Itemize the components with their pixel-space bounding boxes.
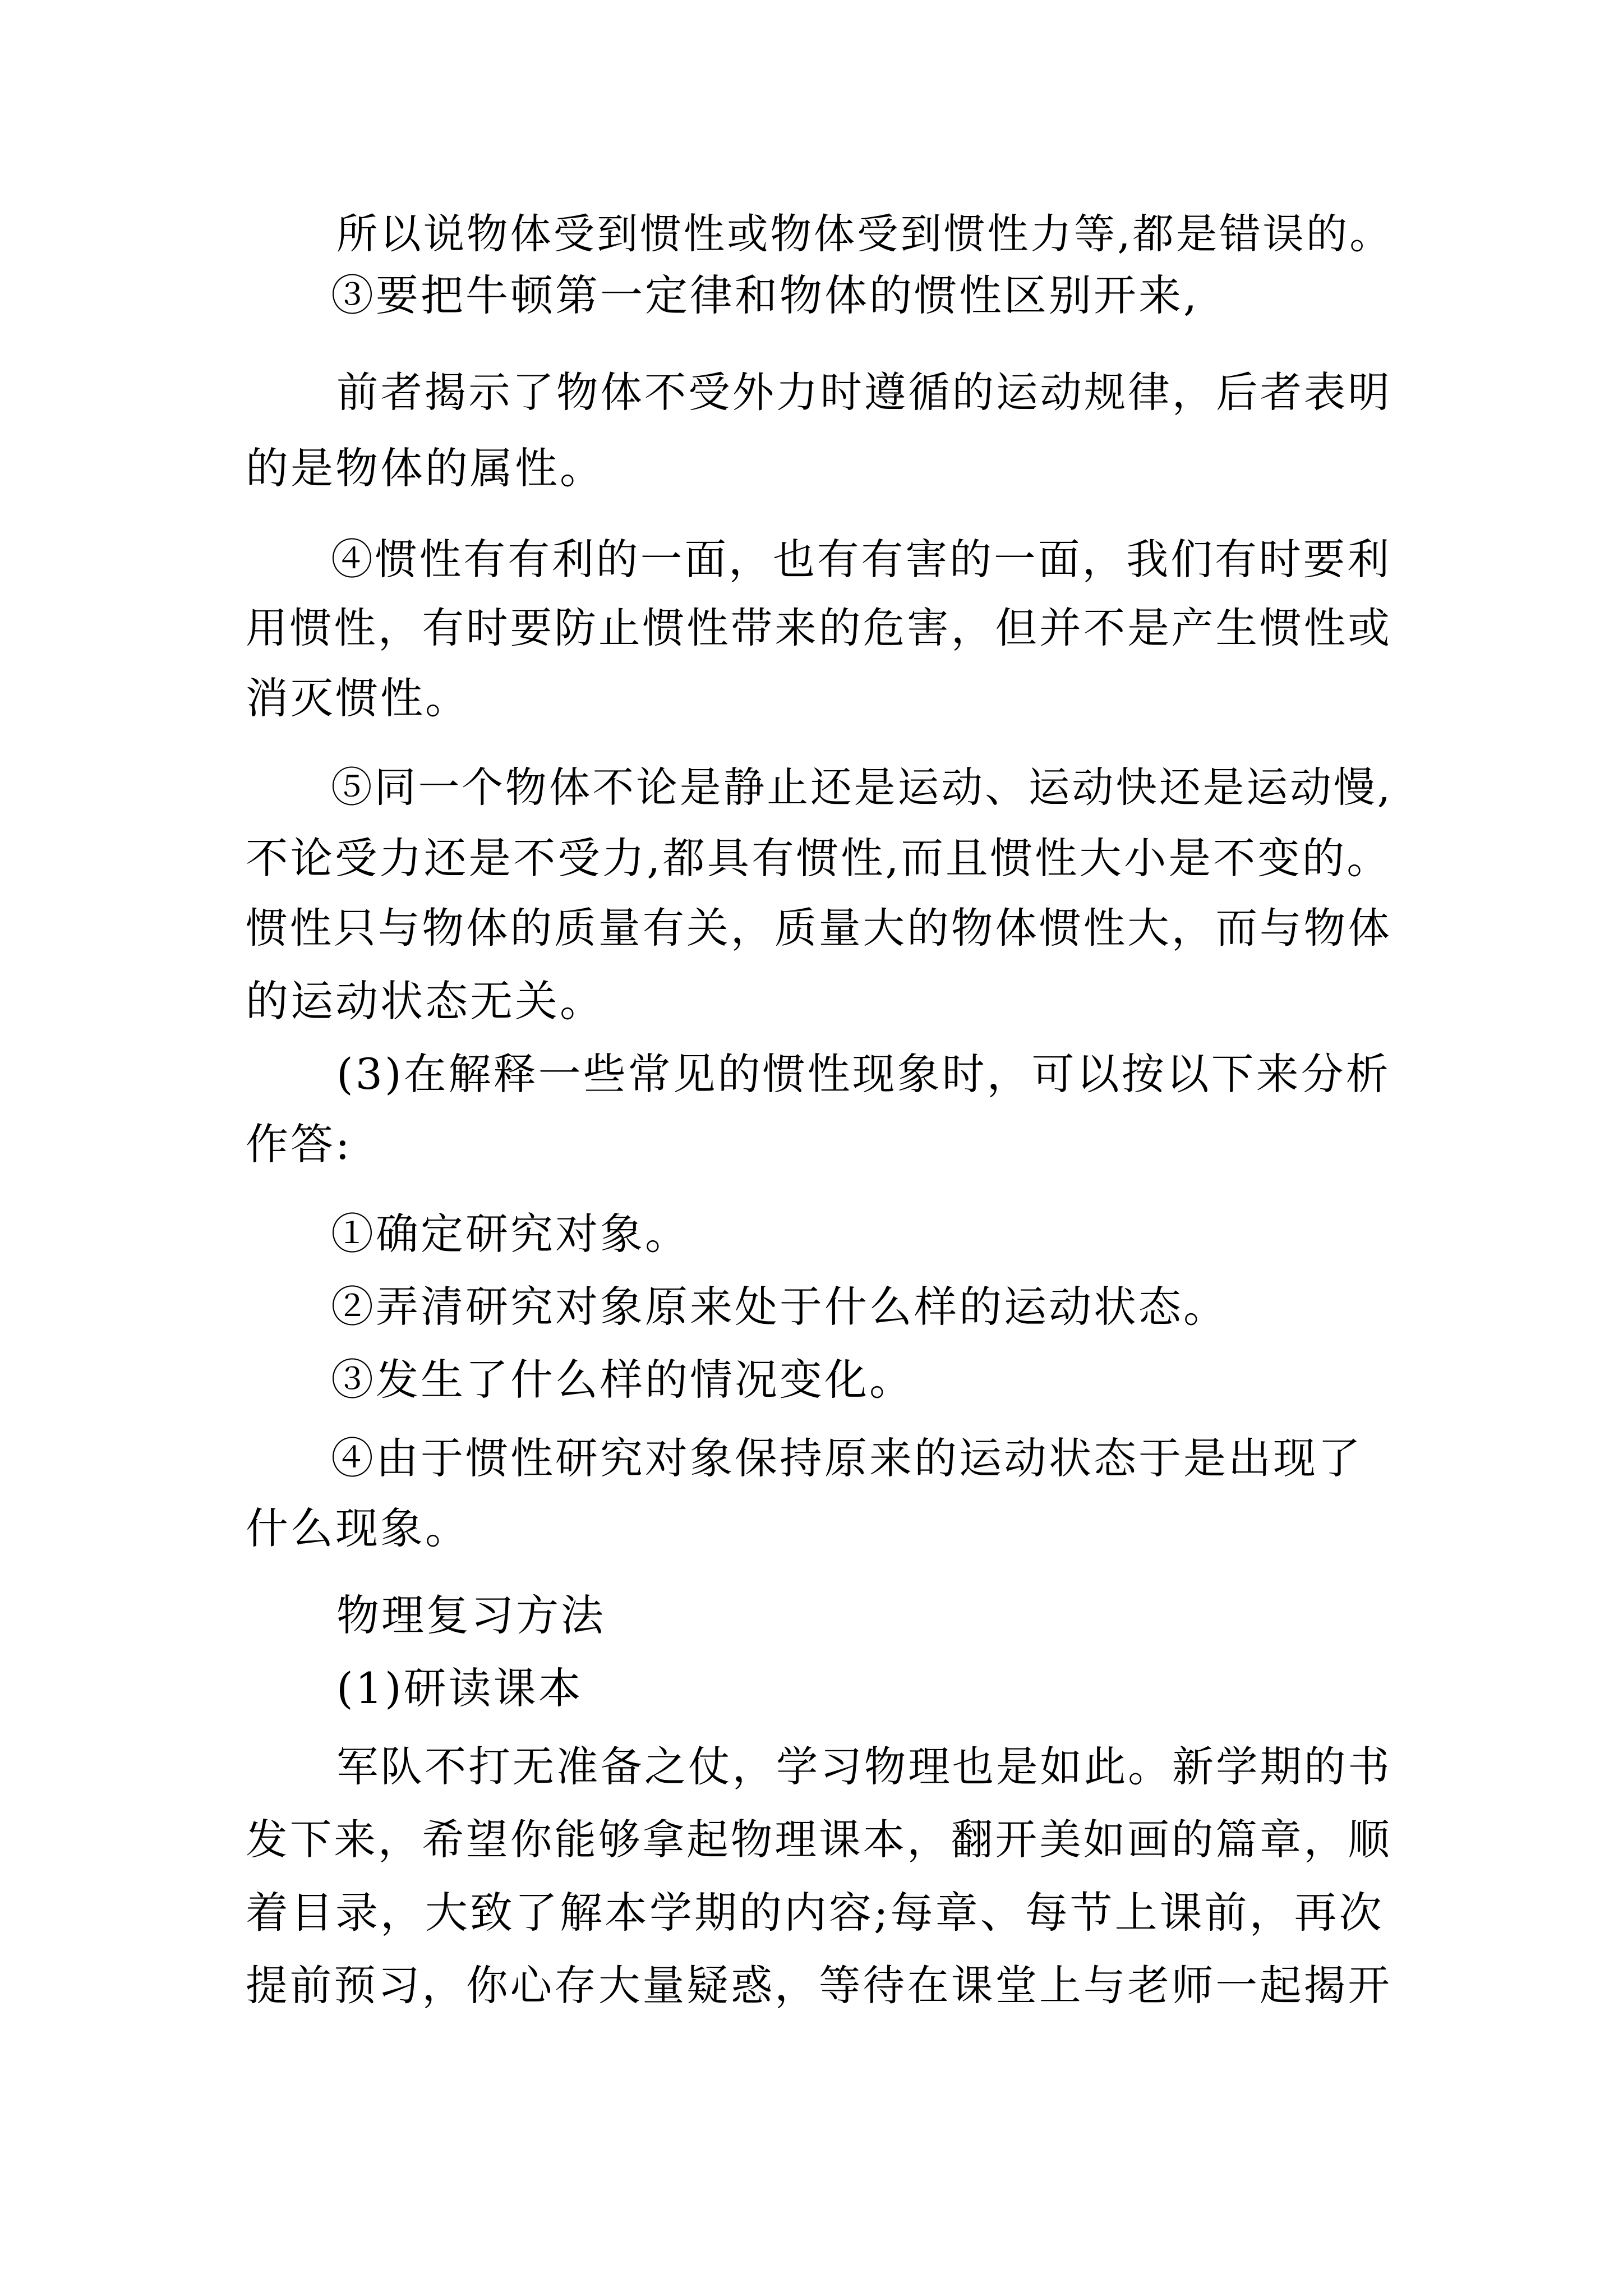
text-line: ①确定研究对象。 xyxy=(331,1209,690,1259)
text-line: 用惯性，有时要防止惯性带来的危害，但并不是产生惯性或 xyxy=(246,604,1392,652)
text-line: ③要把牛顿第一定律和物体的惯性区别开来, xyxy=(331,270,1200,320)
text-line: (3)在解释一些常见的惯性现象时，可以按以下来分析 xyxy=(336,1049,1391,1099)
text-line: ⑤同一个物体不论是静止还是运动、运动快还是运动慢, xyxy=(331,764,1393,812)
text-line: 军队不打无准备之仗，学习物理也是如此。新学期的书 xyxy=(336,1742,1392,1791)
text-line: 着目录，大致了解本学期的内容;每章、每节上课前，再次 xyxy=(246,1888,1384,1938)
text-line: ④惯性有有利的一面，也有有害的一面，我们有时要利 xyxy=(331,535,1392,584)
text-line: ②弄清研究对象原来处于什么样的运动状态。 xyxy=(331,1282,1228,1332)
text-line: 不论受力还是不受力,都具有惯性,而且惯性大小是不变的。 xyxy=(246,834,1391,883)
text-line: 的是物体的属性。 xyxy=(246,443,605,493)
text-line: 提前预习，你心存大量疑惑，等待在课堂上与老师一起揭开 xyxy=(246,1961,1392,2010)
text-line: 什么现象。 xyxy=(246,1503,470,1553)
text-line: 的运动状态无关。 xyxy=(246,976,605,1026)
text-line: 所以说物体受到惯性或物体受到惯性力等,都是错误的。 xyxy=(336,210,1393,258)
subsection-heading: (1)研读课本 xyxy=(336,1663,583,1713)
text-line: 消灭惯性。 xyxy=(246,673,470,723)
text-line: 作答: xyxy=(246,1119,352,1169)
text-line: 惯性只与物体的质量有关，质量大的物体惯性大，而与物体 xyxy=(246,904,1392,953)
section-heading: 物理复习方法 xyxy=(336,1590,606,1640)
text-line: ④由于惯性研究对象保持原来的运动状态于是出现了 xyxy=(331,1433,1363,1483)
text-line: 发下来，希望你能够拿起物理课本，翻开美如画的篇章，顺 xyxy=(246,1815,1392,1864)
text-line: 前者揭示了物体不受外力时遵循的运动规律，后者表明 xyxy=(336,368,1392,417)
text-line: ③发生了什么样的情况变化。 xyxy=(331,1355,914,1405)
